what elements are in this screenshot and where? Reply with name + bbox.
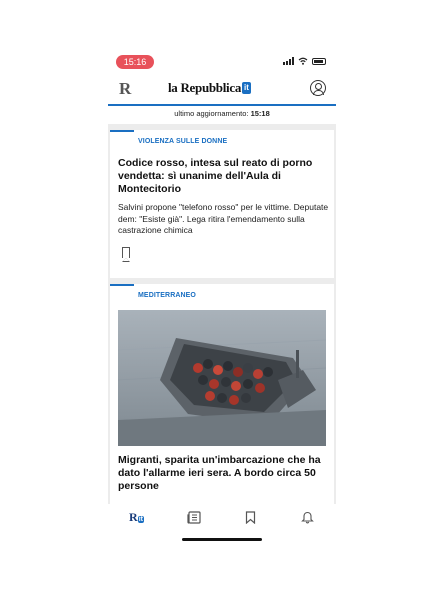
migrant-boat-photo[interactable] — [118, 310, 326, 446]
article-kicker: VIOLENZA SULLE DONNE — [138, 138, 228, 145]
article-card[interactable] — [110, 130, 334, 278]
newspaper-icon — [187, 511, 201, 524]
status-icons — [283, 57, 326, 65]
bookmark-icon — [245, 511, 256, 524]
rit-logo-letter: R — [129, 509, 138, 524]
header-divider — [108, 104, 336, 106]
article-headline[interactable]: Codice rosso, intesa sul reato di porno vendetta: sì unanime dell'Aula di Montecitorio — [118, 157, 313, 195]
r-logo-button[interactable]: R — [119, 79, 132, 98]
article-headline[interactable]: Migranti, sparita un'imbarcazione che ha dato l'allarme ieri sera. A bordo circa 50 persone — [118, 454, 321, 492]
rit-logo-icon — [129, 510, 144, 525]
app-header — [108, 74, 336, 104]
phone-screen — [108, 52, 336, 548]
battery-icon — [312, 58, 326, 65]
tab-saved[interactable] — [237, 507, 265, 527]
brand-logo[interactable] — [168, 80, 251, 96]
card-accent — [110, 130, 134, 132]
status-bar — [108, 52, 336, 72]
bottom-tab-bar — [108, 504, 336, 530]
wifi-icon — [298, 57, 308, 65]
last-update — [108, 109, 336, 118]
tab-home[interactable] — [123, 507, 151, 527]
tab-sections[interactable] — [180, 507, 208, 527]
article-kicker: MEDITERRANEO — [138, 292, 196, 299]
signal-icon — [283, 57, 294, 65]
last-update-label: ultimo aggiornamento: — [174, 109, 249, 118]
last-update-time: 15:18 — [250, 109, 270, 118]
tab-notifications[interactable] — [294, 507, 322, 527]
status-time: 15:16 — [116, 55, 154, 69]
user-circle-icon[interactable] — [310, 80, 326, 96]
article-summary: Salvini propone "telefono rosso" per le vittime. Deputate dem: "Esiste già". Lega ritira l'emendamento sulla castrazione chimica — [118, 202, 329, 235]
bell-icon — [301, 511, 314, 524]
brand-suffix: it — [244, 83, 249, 92]
news-feed[interactable] — [108, 124, 336, 504]
bookmark-icon[interactable] — [122, 247, 130, 258]
brand-name: la Repubblica — [168, 80, 242, 95]
article-card[interactable] — [110, 284, 334, 514]
photo-illustration — [118, 310, 326, 446]
home-indicator[interactable] — [182, 538, 262, 541]
card-accent — [110, 284, 134, 286]
rit-logo-badge: it — [138, 515, 143, 523]
